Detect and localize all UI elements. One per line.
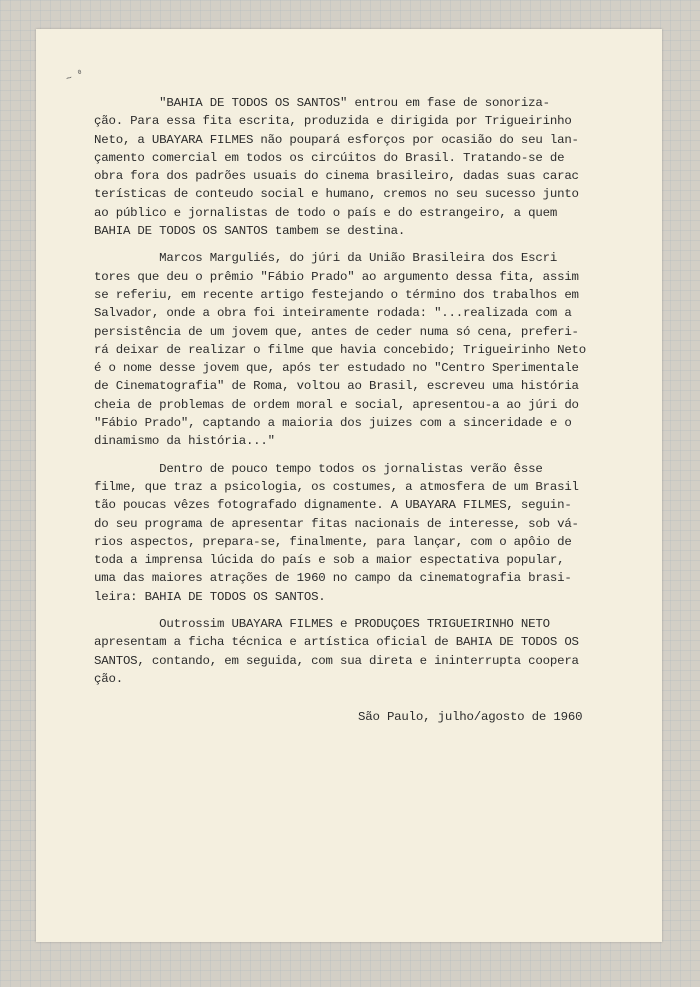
text-line: ao público e jornalistas de todo o país e do estrangeiro, a quem (94, 205, 558, 220)
text-line: Salvador, onde a obra foi inteiramente rodada: "...realizada com a (94, 306, 572, 321)
text-line: tores que deu o prêmio "Fábio Prado" ao argumento dessa fita, assim (94, 269, 579, 284)
text-line: leira: BAHIA DE TODOS OS SANTOS. (94, 589, 326, 604)
paragraph-gap (94, 451, 611, 460)
paragraph (94, 94, 611, 240)
text-line: "Fábio Prado", captando a maioria dos juizes com a sinceridade e o (94, 416, 572, 431)
paragraph-gap (94, 240, 611, 249)
paragraph (94, 615, 611, 688)
text-line: Outrossim UBAYARA FILMES e PRODUÇOES TRIGUEIRINHO NETO (94, 617, 550, 632)
text-line: se referiu, em recente artigo festejando o término dos trabalhos em (94, 287, 579, 302)
text-line: obra fora dos padrões usuais do cinema brasileiro, dadas suas carac (94, 169, 579, 184)
text-line: Marcos Marguliés, do júri da União Brasileira dos Escri (94, 251, 558, 266)
text-line: SANTOS, contando, em seguida, com sua direta e ininterrupta coopera (94, 653, 579, 668)
document-body (94, 94, 611, 688)
text-line: terísticas de conteudo social e humano, cremos no seu sucesso junto (94, 187, 579, 202)
text-line: é o nome desse jovem que, após ter estudado no "Centro Sperimentale (94, 361, 579, 376)
text-line: uma das maiores atrações de 1960 no campo da cinematografia brasi- (94, 571, 572, 586)
paragraph (94, 249, 611, 450)
text-line: de Cinematografia" de Roma, voltou ao Brasil, escreveu uma história (94, 379, 579, 394)
text-line: çamento comercial em todos os circúitos do Brasil. Tratando-se de (94, 150, 565, 165)
text-line: BAHIA DE TODOS OS SANTOS tambem se destina. (94, 224, 406, 239)
date-line: São Paulo, julho/agosto de 1960 (358, 710, 583, 724)
text-line: dinamismo da história..." (94, 434, 275, 449)
text-line: persistência de um jovem que, antes de ceder numa só cena, preferi- (94, 324, 579, 339)
text-line: ção. Para essa fita escrita, produzida e dirigida por Trigueirinho (94, 114, 572, 129)
text-line: filme, que traz a psicologia, os costumes, a atmosfera de um Brasil (94, 479, 579, 494)
margin-pen-mark: ~ ⁰ (64, 69, 86, 86)
text-line: rios aspectos, prepara-se, finalmente, para lançar, com o apôio de (94, 534, 572, 549)
text-line: toda a imprensa lúcida do país e sob a maior espectativa popular, (94, 553, 565, 568)
text-line: do seu programa de apresentar fitas nacionais de interesse, sob vá- (94, 516, 579, 531)
paragraph-gap (94, 606, 611, 615)
text-line: Neto, a UBAYARA FILMES não poupará esforços por ocasião do seu lan- (94, 132, 579, 147)
text-line: cheia de problemas de ordem moral e social, apresentou-a ao júri do (94, 397, 579, 412)
text-line: rá deixar de realizar o filme que havia concebido; Trigueirinho Neto (94, 342, 587, 357)
text-line: ção. (94, 671, 123, 686)
text-line: "BAHIA DE TODOS OS SANTOS" entrou em fase de sonoriza- (94, 96, 550, 110)
text-line: apresentam a ficha técnica e artística oficial de BAHIA DE TODOS OS (94, 635, 579, 650)
text-line: Dentro de pouco tempo todos os jornalistas verão êsse (94, 461, 543, 476)
paragraph (94, 460, 611, 606)
text-line: tão poucas vêzes fotografado dignamente. A UBAYARA FILMES, seguin- (94, 498, 572, 513)
